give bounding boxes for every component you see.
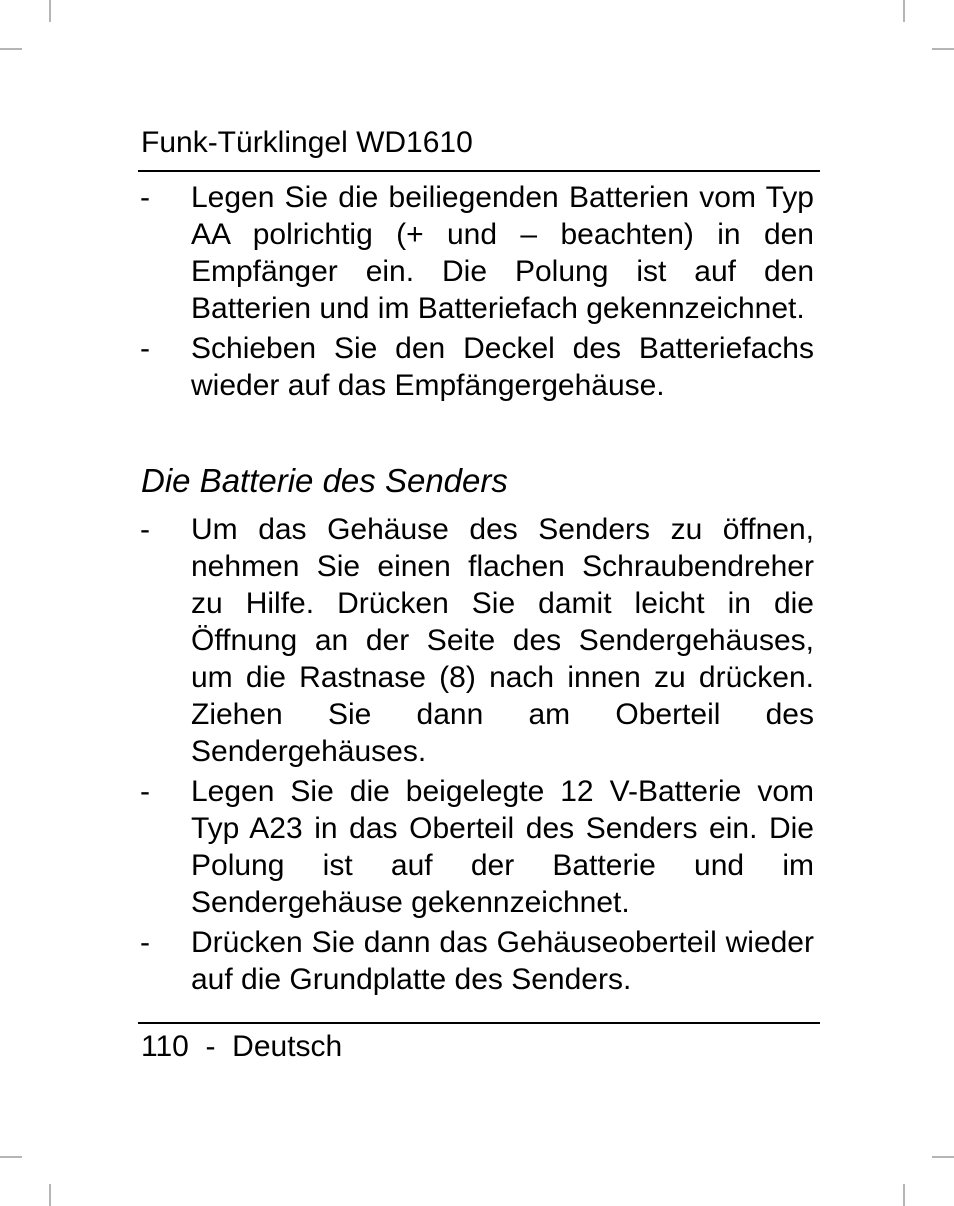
list-dash: - bbox=[140, 775, 150, 808]
crop-mark-bottom-right bbox=[903, 1184, 905, 1206]
list-dash: - bbox=[140, 926, 150, 959]
list-item-text: Um das Gehäuse des Senders zu öffnen, nehmen Sie einen flachen Schraubendreher zu Hilfe. Drücken Sie damit leicht in die Öffnung an der Seite des Sendergehäuses, um die Rastnase (8) nach innen zu drücken. Ziehen Sie dann am Oberteil des Sendergehäuses. bbox=[191, 513, 814, 768]
crop-mark-top-right bbox=[932, 48, 954, 50]
crop-mark-bottom-left bbox=[0, 1156, 22, 1158]
section-heading: Die Batterie des Senders bbox=[141, 462, 508, 499]
page-header: Funk-Türklingel WD1610 bbox=[141, 126, 473, 159]
crop-mark-bottom-right bbox=[932, 1156, 954, 1158]
list-item-text: Legen Sie die beiliegenden Batterien vom Typ AA polrichtig (+ und – beachten) in den Empfänger ein. Die Polung ist auf den Batterien und im Batteriefach gekennzeichnet. bbox=[191, 181, 814, 325]
list-item-text: Legen Sie die beigelegte 12 V-Batterie vom Typ A23 in das Oberteil des Senders ein. Die Polung ist auf der Batterie und im Sendergehäuse gekennzeichnet. bbox=[191, 775, 814, 919]
crop-mark-bottom-left bbox=[49, 1184, 51, 1206]
list-dash: - bbox=[140, 513, 150, 546]
list-dash: - bbox=[140, 181, 150, 214]
list-item bbox=[138, 179, 814, 327]
crop-mark-top-right bbox=[903, 0, 905, 22]
list-item bbox=[138, 511, 814, 770]
battery-list-receiver bbox=[138, 179, 814, 404]
crop-mark-top-left bbox=[0, 48, 22, 50]
crop-mark-top-left bbox=[49, 0, 51, 22]
header-rule bbox=[138, 170, 820, 172]
list-item bbox=[138, 773, 814, 921]
page-footer: 110 - Deutsch bbox=[141, 1030, 343, 1063]
list-item bbox=[138, 924, 814, 998]
battery-list-sender bbox=[138, 511, 814, 998]
list-item-text: Drücken Sie dann das Gehäuseoberteil wieder auf die Grundplatte des Senders. bbox=[191, 926, 814, 996]
list-item-text: Schieben Sie den Deckel des Batteriefachs wieder auf das Empfängergehäuse. bbox=[191, 332, 814, 402]
list-item bbox=[138, 330, 814, 404]
footer-rule bbox=[138, 1022, 820, 1024]
list-dash: - bbox=[140, 332, 150, 365]
